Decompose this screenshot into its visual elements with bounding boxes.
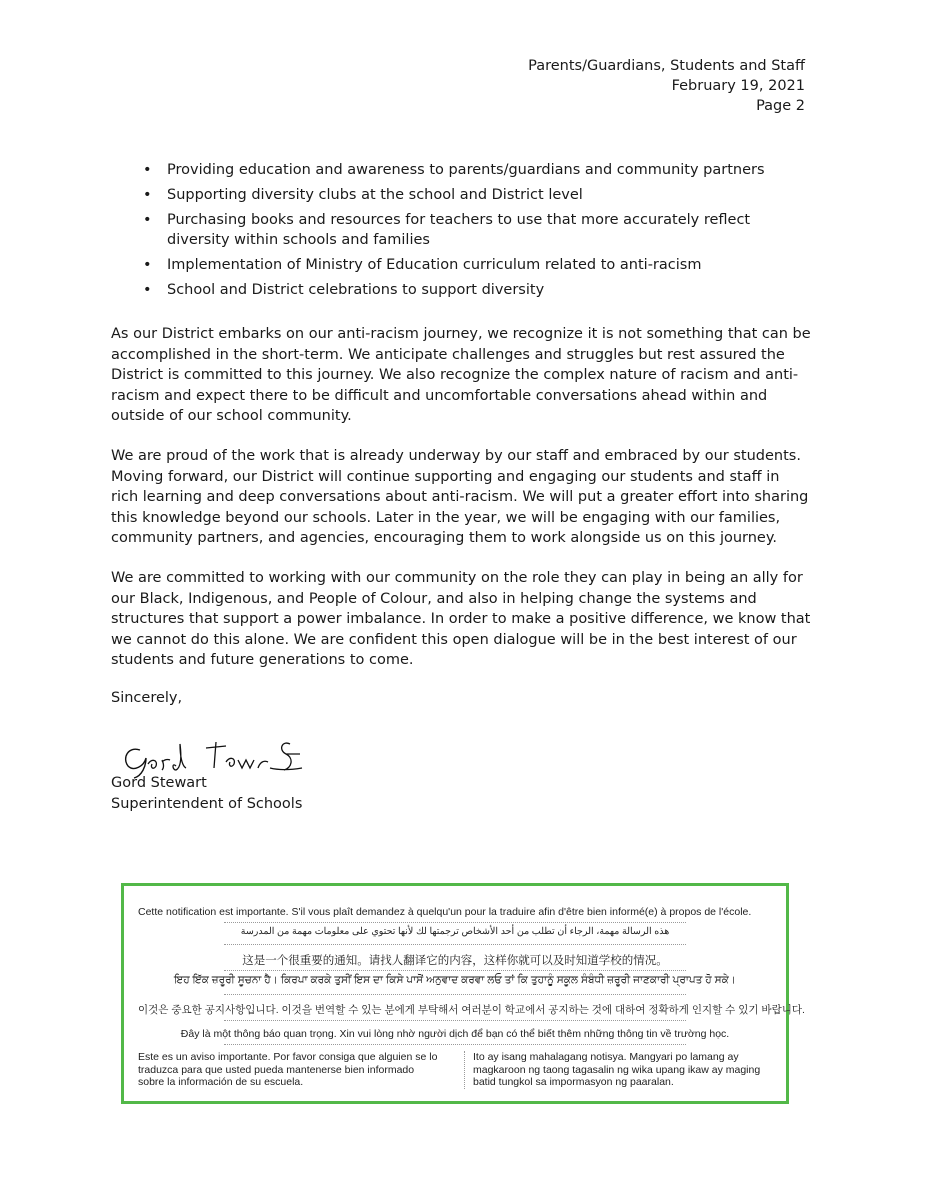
list-item: [111, 160, 811, 180]
bullet-icon: •: [143, 282, 152, 298]
list-item-text: Providing education and awareness to parents/guardians and community partners: [167, 162, 765, 178]
translation-notice-box: [121, 883, 805, 1104]
bullet-icon: •: [143, 257, 152, 273]
letter-header: [528, 56, 805, 116]
notice-vietnamese: Đây là một thông báo quan trọng. Xin vui lòng nhờ người dịch để bạn có thể biết thêm những thông tin về trường học.: [180, 1028, 730, 1040]
signer-block: [111, 773, 302, 814]
notice-chinese: 这是一个很重要的通知。请找人翻译它的内容，这样你就可以及时知道学校的情况。: [242, 955, 668, 967]
notice-tagalog: Ito ay isang mahalagang notisya. Mangyari po lamang ay magkaroon ng taong tagasalin ng wika upang ikaw ay maging batid tungkol sa impormasyon ng paaralan.: [464, 1051, 778, 1089]
list-item: [111, 210, 811, 250]
list-item-text: School and District celebrations to support diversity: [167, 282, 545, 298]
notice-punjabi: ਇਹ ਇੱਕ ਜ਼ਰੂਰੀ ਸੂਚਨਾ ਹੈ। ਕਿਰਪਾ ਕਰਕੇ ਤੁਸੀਂ ਇਸ ਦਾ ਕਿਸੇ ਪਾਸੋਂ ਅਨੁਵਾਦ ਕਰਵਾ ਲਓ ਤਾਂ ਕਿ ਤੁਹਾਨੂੰ ਸਕੂਲ ਸੰਬੰਧੀ ਜ਼ਰੂਰੀ ਜਾਣਕਾਰੀ ਪ੍ਰਾਪਤ ਹੋ ਸਕੇ।: [174, 974, 736, 986]
notice-divider: [224, 1044, 686, 1045]
notice-divider: [224, 994, 686, 995]
bullet-icon: •: [143, 212, 152, 228]
list-item-text: Purchasing books and resources for teachers to use that more accurately reflect diversity within schools and families: [167, 212, 751, 248]
closing-salutation: Sincerely,: [111, 690, 183, 706]
notice-korean: 이것은 중요한 공지사항입니다. 이것을 번역할 수 있는 분에게 부탁해서 여러분이 학교에서 공지하는 것에 대하여 정확하게 인지할 수 있기 바랍니다.: [138, 1004, 805, 1016]
notice-divider: [224, 1020, 686, 1021]
header-recipients: Parents/Guardians, Students and Staff: [528, 58, 805, 74]
notice-divider: [224, 922, 686, 923]
notice-divider: [224, 944, 686, 945]
bullet-icon: •: [143, 187, 152, 203]
initiatives-list: [111, 160, 811, 305]
body-paragraph-commitment: We are committed to working with our community on the role they can play in being an ally for our Black, Indigenous, and People of Colour, and also in helping change the systems and structures that support a power imbalance. In order to make a positive difference, we know that we cannot do this alone. We are confident this open dialogue will be in the best interest of our students and future generations to come.: [111, 570, 811, 668]
notice-divider: [224, 970, 686, 971]
list-item-text: Supporting diversity clubs at the school and District level: [167, 187, 583, 203]
notice-spanish: Este es un aviso importante. Por favor consiga que alguien se lo traduzca para que usted pueda mantenerse bien informado sobre la información de su escuela.: [138, 1051, 438, 1088]
bullet-icon: •: [143, 162, 152, 178]
body-paragraph-journey: As our District embarks on our anti-racism journey, we recognize it is not something that can be accomplished in the short-term. We anticipate challenges and struggles but rest assured the District is committed to this journey. We also recognize the complex nature of racism and anti-racism and expect there to be difficult and uncomfortable conversations ahead within and outside of our school community.: [111, 326, 811, 424]
notice-french: Cette notification est importante. S'il vous plaît demandez à quelqu'un pour la traduire afin d'être bien informé(e) à propos de l'école.: [138, 906, 752, 918]
header-date: February 19, 2021: [671, 78, 805, 94]
notice-arabic: هذه الرسالة مهمة، الرجاء أن تطلب من أحد الأشخاص ترجمتها لك لأنها تحتوي على معلومات مهمة من المدرسة: [240, 926, 670, 937]
header-page-number: Page 2: [756, 98, 805, 114]
list-item-text: Implementation of Ministry of Education curriculum related to anti-racism: [167, 257, 702, 273]
signer-title: Superintendent of Schools: [111, 795, 303, 812]
signer-name: Gord Stewart: [111, 775, 207, 791]
list-item: [111, 280, 811, 300]
list-item: [111, 255, 811, 275]
body-paragraph-work-underway: We are proud of the work that is already underway by our staff and embraced by our students. Moving forward, our District will continue supporting and engaging our students and staff in rich learning and deep conversations about anti-racism. We will put a greater effort into sharing this knowledge beyond our schools. Later in the year, we will be engaging with our families, community partners, and agencies, encouraging them to work alongside us on this journey.: [111, 448, 809, 546]
list-item: [111, 185, 811, 205]
